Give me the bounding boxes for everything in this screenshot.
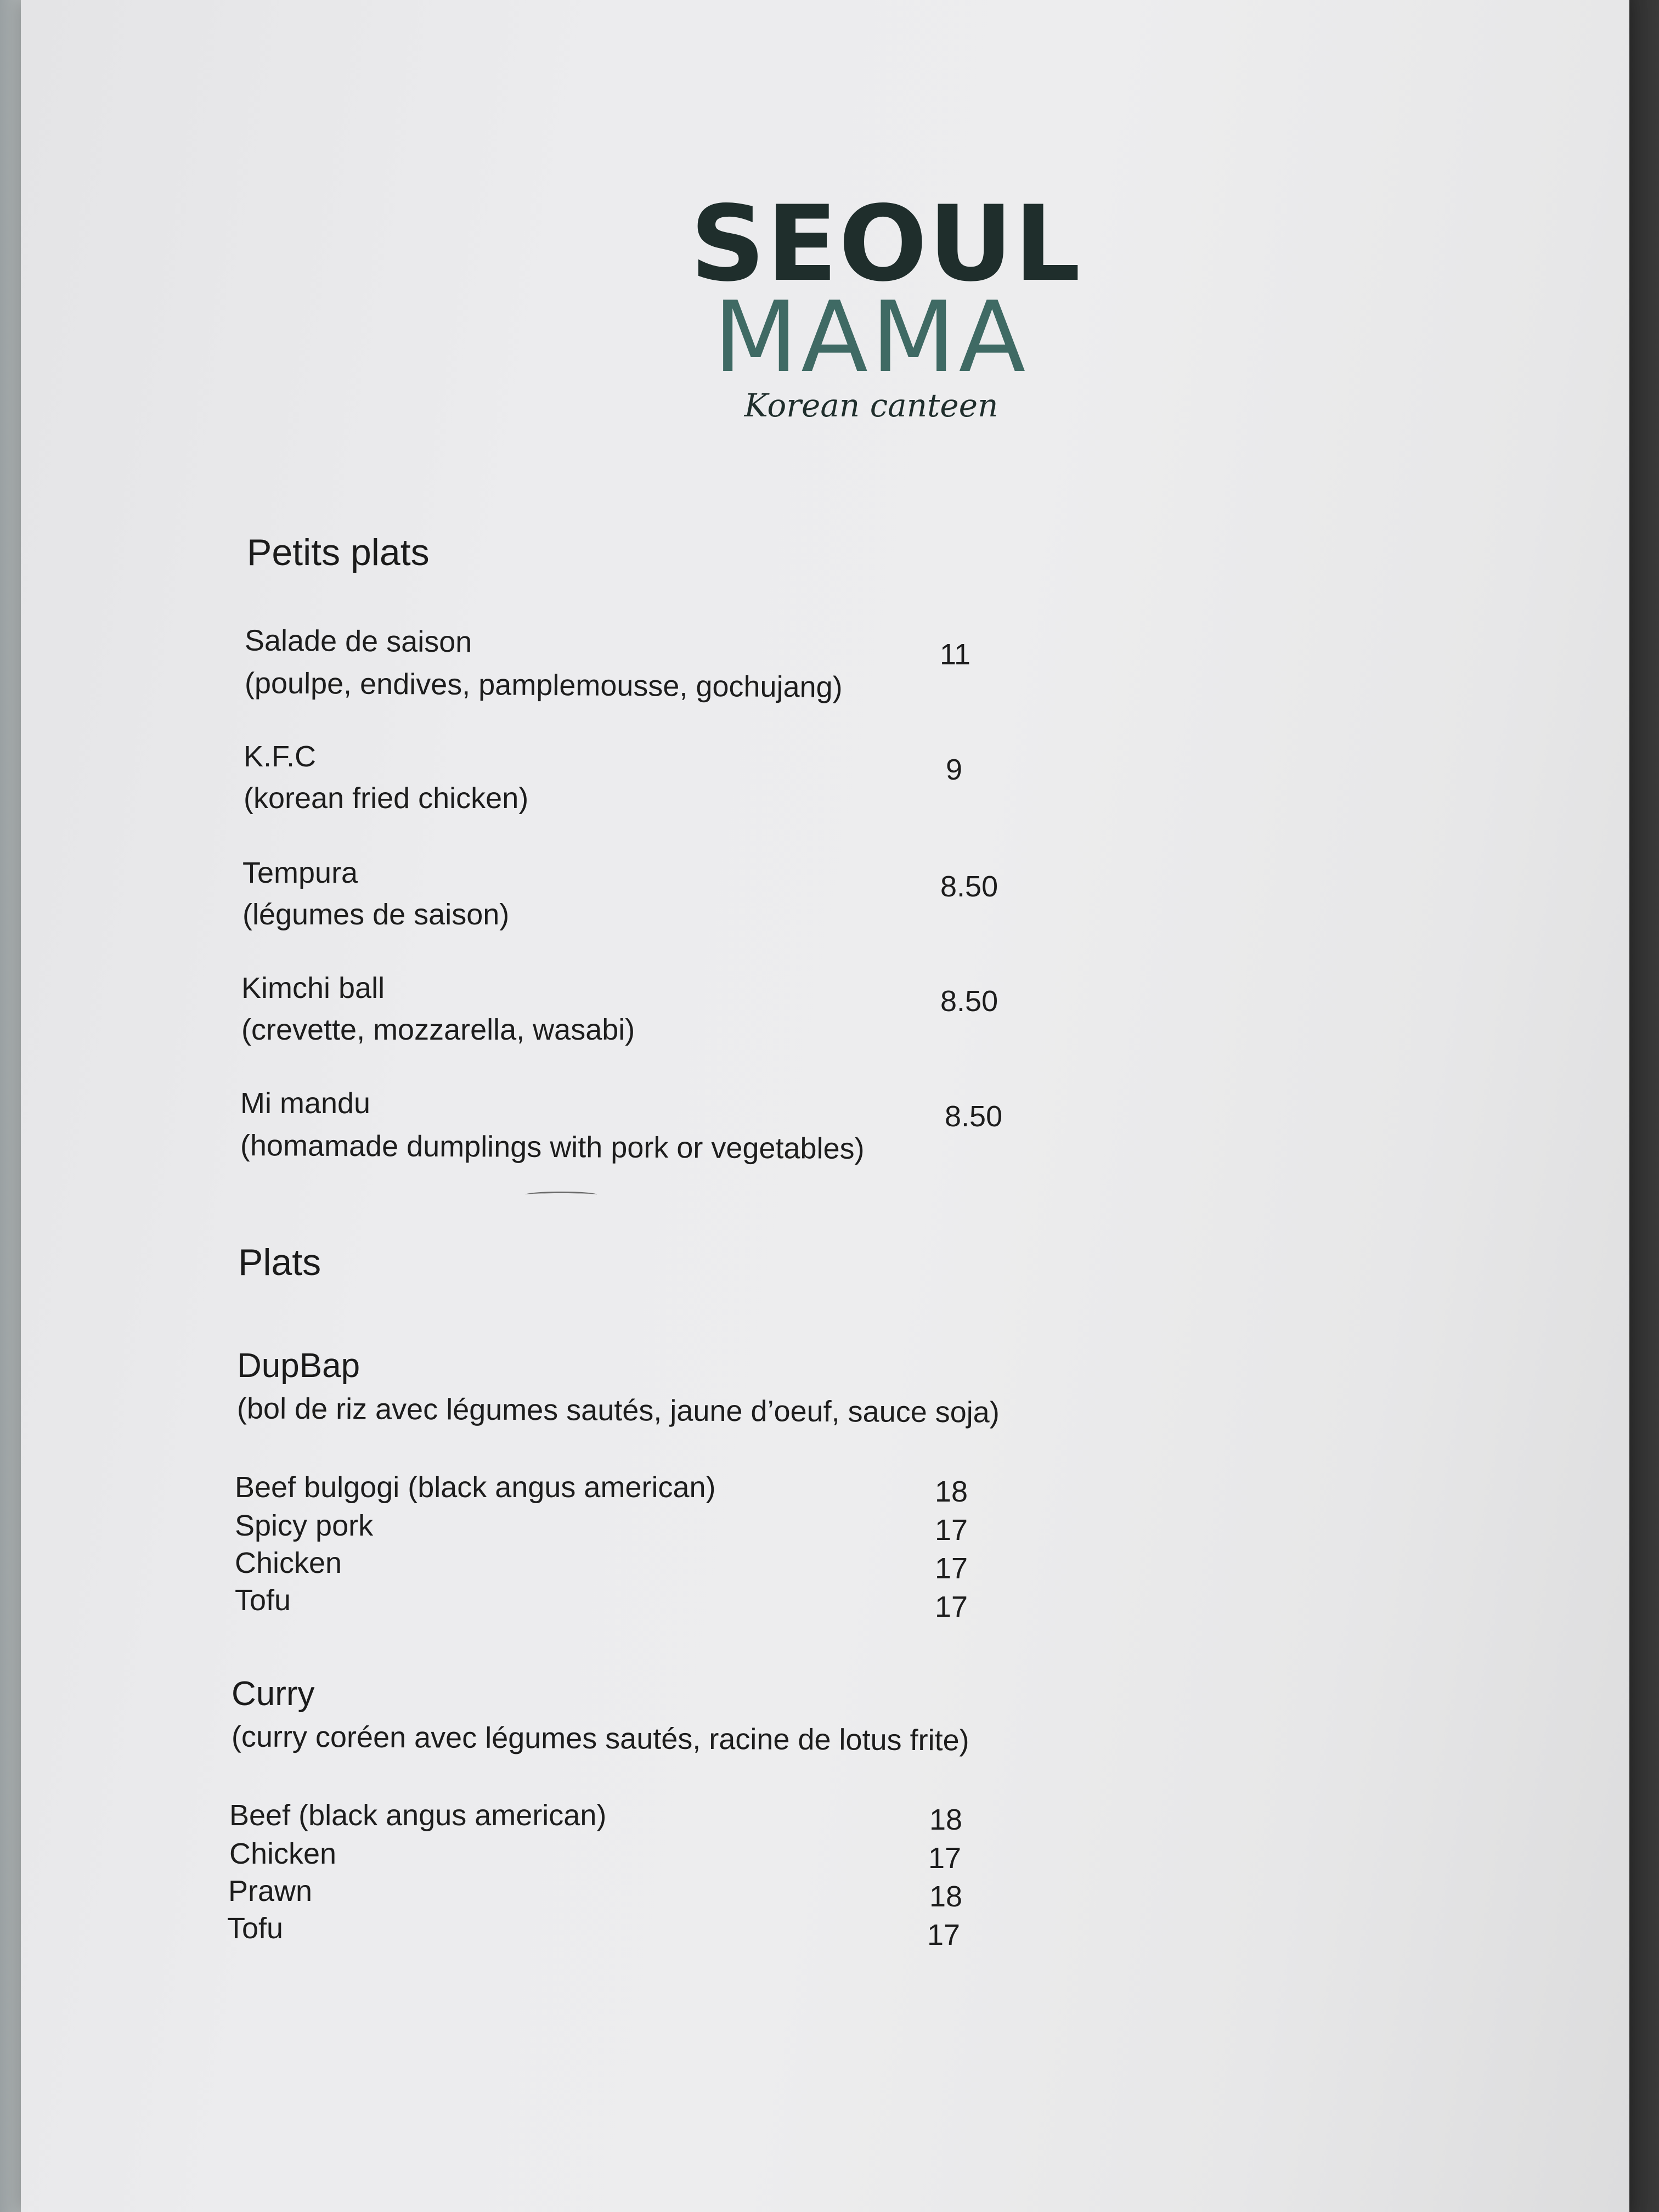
option-name: Prawn bbox=[228, 1875, 313, 1908]
item-name: Salade de saison bbox=[244, 624, 472, 659]
menu-sheet bbox=[21, 0, 1629, 2212]
logo-tagline: Korean canteen bbox=[744, 387, 998, 424]
item-name: Kimchi ball bbox=[241, 972, 385, 1005]
option-price: 17 bbox=[935, 1514, 968, 1547]
pen-mark bbox=[526, 1192, 597, 1198]
item-desc: (korean fried chicken) bbox=[244, 782, 529, 815]
option-name: Beef bulgogi (black angus american) bbox=[235, 1471, 716, 1504]
option-price: 17 bbox=[935, 1590, 968, 1623]
section-title-plats: Plats bbox=[238, 1242, 321, 1283]
dupbap-desc: (bol de riz avec légumes sautés, jaune d’oeuf, sauce soja) bbox=[236, 1392, 1000, 1429]
option-price: 18 bbox=[929, 1803, 963, 1836]
option-price: 18 bbox=[935, 1475, 968, 1508]
item-desc: (légumes de saison) bbox=[242, 898, 510, 931]
logo-seoul: SEOUL bbox=[690, 183, 1082, 304]
curry-desc: (curry coréen avec légumes sautés, racine de lotus frite) bbox=[231, 1720, 969, 1757]
option-name: Chicken bbox=[229, 1837, 337, 1870]
item-price: 11 bbox=[940, 638, 971, 671]
option-name: Tofu bbox=[227, 1912, 284, 1945]
option-price: 17 bbox=[928, 1842, 962, 1875]
option-price: 17 bbox=[935, 1552, 968, 1585]
option-name: Tofu bbox=[235, 1584, 291, 1617]
option-name: Beef (black angus american) bbox=[229, 1799, 607, 1832]
option-name: Spicy pork bbox=[235, 1509, 374, 1542]
item-name: K.F.C bbox=[244, 740, 317, 773]
item-desc: (homamade dumplings with pork or vegetables) bbox=[240, 1129, 865, 1165]
item-price: 8.50 bbox=[940, 870, 998, 903]
option-price: 17 bbox=[927, 1918, 961, 1951]
item-price: 8.50 bbox=[945, 1100, 1003, 1133]
option-name: Chicken bbox=[235, 1547, 342, 1579]
logo-mama: MAMA bbox=[713, 280, 1029, 394]
item-name: Tempura bbox=[242, 856, 358, 889]
option-price: 18 bbox=[929, 1880, 963, 1913]
item-price: 9 bbox=[946, 753, 963, 786]
subsection-title-curry: Curry bbox=[232, 1675, 315, 1713]
item-desc: (poulpe, endives, pamplemousse, gochujang) bbox=[244, 667, 843, 704]
item-desc: (crevette, mozzarella, wasabi) bbox=[241, 1013, 635, 1046]
item-name: Mi mandu bbox=[240, 1087, 371, 1120]
subsection-title-dupbap: DupBap bbox=[237, 1347, 360, 1385]
restaurant-logo bbox=[690, 183, 1082, 425]
section-title-petits-plats: Petits plats bbox=[247, 532, 430, 573]
item-price: 8.50 bbox=[940, 985, 998, 1018]
